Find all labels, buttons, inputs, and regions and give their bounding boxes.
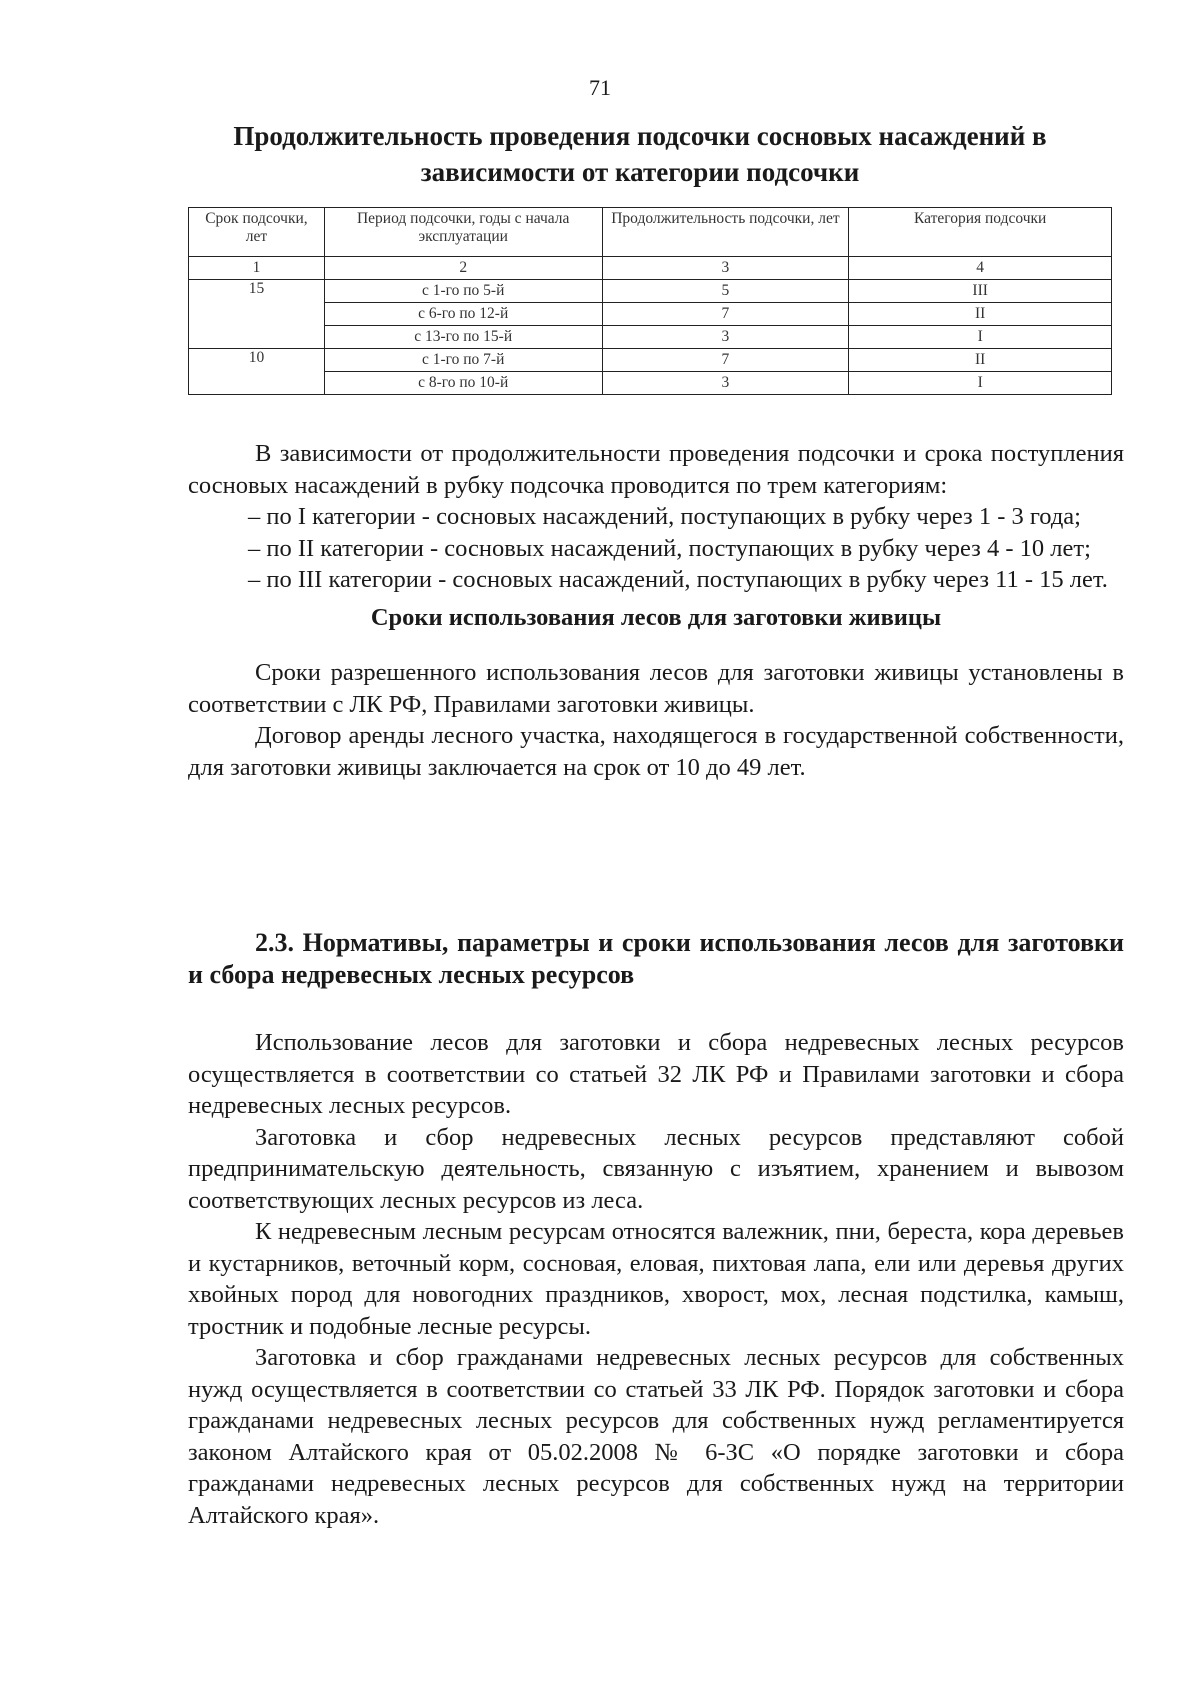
period-cell: с 1-го по 5-й <box>324 280 602 303</box>
table-row <box>189 303 1112 326</box>
paragraph: Договор аренды лесного участка, находящегося в государственной собственности, для заготовки живицы заключается на срок от 10 до 49 лет. <box>188 722 1124 781</box>
category-cell: II <box>849 303 1112 326</box>
paragraph: Заготовка и сбор недревесных лесных ресурсов представляют собой предпринимательскую деятельность, связанную с изъятием, хранением и вывозом соответствующих лесных ресурсов из леса. <box>188 1123 1124 1214</box>
column-number: 2 <box>324 257 602 280</box>
list-item: – по II категории - сосновых насаждений, поступающих в рубку через 4 - 10 лет; <box>248 534 1091 562</box>
period-cell: с 6-го по 12-й <box>324 303 602 326</box>
column-number: 3 <box>602 257 849 280</box>
table-row <box>189 280 1112 303</box>
period-cell: с 8-го по 10-й <box>324 372 602 395</box>
resin-heading: Сроки использования лесов для заготовки живицы <box>370 603 942 631</box>
tapping-table <box>188 207 1112 395</box>
table-title: Продолжительность проведения подсочки сосновых насаждений в зависимости от категории подсочки <box>233 121 1047 187</box>
header-duration: Продолжительность подсочки, лет <box>602 208 849 257</box>
header-category: Категория подсочки <box>849 208 1112 257</box>
period-cell: с 13-го по 15-й <box>324 326 602 349</box>
body-text-upper <box>188 438 1124 783</box>
list-item: – по III категории - сосновых насаждений, поступающих в рубку через 11 - 15 лет. <box>248 566 1108 593</box>
table-row <box>189 349 1112 372</box>
header-period: Период подсочки, годы с начала эксплуатации <box>324 208 602 257</box>
paragraph: Заготовка и сбор гражданами недревесных лесных ресурсов для собственных нужд осуществляется в соответствии со статьей 33 ЛК РФ. Порядок заготовки и сбора гражданами недревесных лесных ресурсов для собственных нужд регламентируется законом Алтайского края от 05.02.2008 № 6-ЗС «О порядке заготовки и сбора гражданами недревесных лесных ресурсов для собственных нужд на территории Алтайского края». <box>188 1344 1124 1529</box>
category-cell: I <box>849 372 1112 395</box>
duration-cell: 7 <box>602 303 849 326</box>
table-header-row <box>189 208 1112 257</box>
paragraph: К недревесным лесным ресурсам относятся валежник, пни, береста, кора деревьев и кустарников, веточный корм, сосновая, еловая, пихтовая лапа, ели или деревья других хвойных пород для новогодних праздников, хворост, мох, лесная подстилка, камыш, тростник и подобные лесные ресурсы. <box>188 1218 1124 1340</box>
header-term: Срок подсочки, лет <box>189 208 325 257</box>
term-cell: 15 <box>189 280 325 349</box>
period-cell: с 1-го по 7-й <box>324 349 602 372</box>
duration-cell: 3 <box>602 372 849 395</box>
section-heading: 2.3. Нормативы, параметры и сроки использования лесов для заготовки и сбора недревесных лесных ресурсов <box>188 928 1124 989</box>
category-cell: I <box>849 326 1112 349</box>
paragraph: В зависимости от продолжительности проведения подсочки и срока поступления сосновых насаждений в рубку подсочка проводится по трем категориям: <box>188 440 1124 499</box>
table-number-row <box>189 257 1112 280</box>
list-item: – по I категории - сосновых насаждений, поступающих в рубку через 1 - 3 года; <box>248 503 1081 530</box>
duration-cell: 5 <box>602 280 849 303</box>
table-row <box>189 326 1112 349</box>
table-row <box>189 372 1112 395</box>
category-cell: II <box>849 349 1112 372</box>
column-number: 1 <box>189 257 325 280</box>
page-number: 71 <box>589 75 611 100</box>
category-cell: III <box>849 280 1112 303</box>
term-cell: 10 <box>189 349 325 395</box>
body-text-lower <box>188 927 1124 1531</box>
column-number: 4 <box>849 257 1112 280</box>
duration-cell: 7 <box>602 349 849 372</box>
paragraph: Сроки разрешенного использования лесов для заготовки живицы установлены в соответствии с ЛК РФ, Правилами заготовки живицы. <box>188 659 1124 718</box>
paragraph: Использование лесов для заготовки и сбора недревесных лесных ресурсов осуществляется в соответствии со статьей 32 ЛК РФ и Правилами заготовки и сбора недревесных лесных ресурсов. <box>188 1029 1124 1119</box>
duration-cell: 3 <box>602 326 849 349</box>
